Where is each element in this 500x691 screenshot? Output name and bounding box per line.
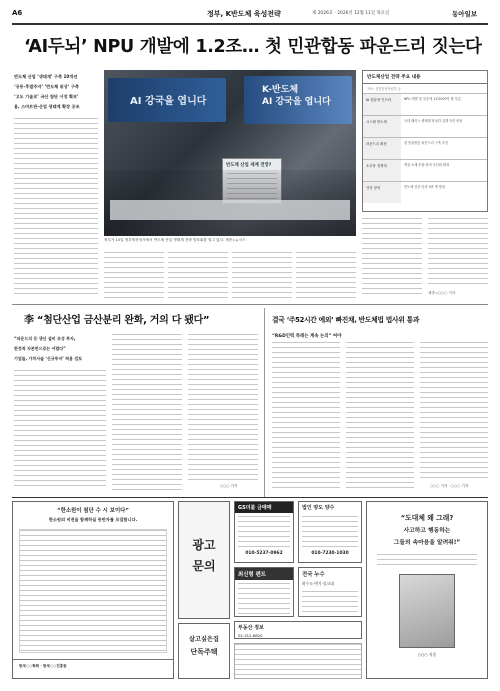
- ad-rule: [12, 497, 488, 498]
- sidebar-row-text: 반도체 전문 인력 5만 명 양성: [404, 185, 445, 189]
- ad10-book-cover: [399, 574, 455, 648]
- ad10-blurb: [377, 554, 477, 568]
- lead-sidebar: [362, 70, 488, 212]
- header-rule: [12, 23, 488, 25]
- lead-body-col-7: [428, 218, 488, 288]
- ad1-title: “한소원이 첨단 수 시 보이다”: [57, 508, 129, 514]
- story2-body-col-2: [112, 334, 182, 490]
- story2-body-col-3: [188, 334, 258, 484]
- lead-sub-3: ‘고도 기술로’ 국산 첨단 시장 확보’: [14, 94, 79, 99]
- section-rule-1: [12, 304, 488, 305]
- sidebar-row-label: 인력 양성: [363, 182, 401, 203]
- ad10-author: ○○○ 지음: [417, 652, 437, 657]
- ad4-phone: 010-7230-1030: [311, 551, 349, 556]
- lead-sub-1: 반도체 산업 ‘생태계’ 구축 10개년: [14, 74, 78, 79]
- story2-pull-1: “파운드리 등 생산 설비 조성 투자,: [14, 336, 76, 341]
- ad10-sub2: 그들의 속마음을 알려줘!”: [393, 540, 461, 546]
- ad-leak[interactable]: [298, 567, 362, 617]
- ad3-body: [238, 516, 290, 548]
- ad2-sub: 문의: [192, 559, 216, 573]
- issue-date: 제 2026호 · 2026년 12월 11일 목요일: [312, 11, 390, 16]
- story3-body-col-3: [420, 342, 488, 482]
- story3-body-col-2: [346, 342, 414, 490]
- sidebar-row: [363, 181, 487, 203]
- ad-realestate[interactable]: [234, 621, 362, 639]
- sidebar-row: [363, 115, 487, 137]
- ad5-title: 최신형 렌트: [235, 568, 293, 580]
- ad1-footer: 한국○○학회 · 한국○○진흥원: [13, 659, 173, 673]
- ad-recruit[interactable]: [12, 501, 174, 679]
- sidebar-row-label: 시스템 반도체: [363, 116, 401, 137]
- photo-text-right: K-반도체 AI 강국을 엽니다: [262, 85, 331, 107]
- lead-body-col-6: [362, 218, 422, 298]
- lead-body-col-3: [168, 252, 228, 298]
- story3-subhead: “R&D인력 특례는 계속 논의” 여야: [272, 334, 342, 339]
- ad-gold[interactable]: [234, 501, 294, 563]
- lead-byline: 세종=○○○ 기자: [428, 291, 456, 295]
- ad7-title: 하수도·변기·싱크대: [302, 581, 334, 586]
- ad10-sub1: 사고하고 행동하는: [403, 528, 451, 534]
- lead-body-col-1: [14, 118, 98, 296]
- sidebar-row-label: 소부장 경쟁력: [363, 160, 401, 181]
- sidebar-row-text: 핵심 소재·부품·장비 국산화 확대: [404, 163, 450, 167]
- sidebar-row-text: NPU 개발 및 실증에 1조2000억 원 투입: [404, 97, 461, 101]
- ad-house[interactable]: [178, 623, 230, 679]
- lead-headline: ‘AI두뇌’ NPU 개발에 1.2조… 첫 민관합동 파운드리 짓는다: [24, 37, 482, 57]
- story3-byline: ○○○ 기자 · ○○○ 기자: [430, 484, 469, 488]
- sidebar-row: [363, 93, 487, 115]
- ad-corp[interactable]: [298, 501, 362, 563]
- story2-headline: 李 “첨단산업 금산분리 완화, 거의 다 됐다”: [24, 315, 210, 326]
- ad6-body: [302, 591, 358, 613]
- lead-photo: [104, 70, 356, 236]
- lead-body-col-2: [104, 252, 164, 298]
- page-number: A6: [12, 9, 23, 17]
- sidebar-title: 반도체산업 전략 주요 내용: [363, 71, 487, 84]
- lead-sub-4: 용, 스마트판·산업 생태계 확장 공조: [14, 104, 80, 109]
- ad3-phone: 010-5237-0962: [245, 551, 283, 556]
- lead-sub-2: ‘공동·후발주자’ ‘반도체 위상’ 구축: [14, 84, 79, 89]
- photo-text-left: AI 강국을 엽니다: [130, 96, 207, 107]
- sidebar-row-text: 국내 팹리스 생태계 육성과 설계 인력 양성: [404, 119, 463, 123]
- ad9-sub: 단독주택: [190, 648, 218, 656]
- sidebar-note: 자료: 산업통상자원부 등: [367, 87, 401, 91]
- ad2-title: 광고: [192, 538, 216, 552]
- photo-table: [110, 200, 350, 220]
- ad9-title: 살고싶은집: [189, 636, 219, 643]
- ad-rent[interactable]: [234, 567, 294, 617]
- sidebar-row-label: 파운드리 확장: [363, 138, 401, 159]
- story2-pull-2: 한정적 자본만으로는 어렵다”: [14, 346, 66, 351]
- ad4-body: [302, 516, 358, 548]
- ad10-title: “도대체 왜 그래?: [400, 514, 454, 522]
- ad8-title: 부동산 정보: [238, 625, 264, 631]
- lead-body-col-5: [296, 252, 356, 298]
- story2-pullquote: [14, 334, 106, 364]
- ad6-title: 전국 누수: [302, 572, 325, 578]
- ad3-title: GS더블 금매매: [235, 502, 293, 513]
- photo-slide-title: 반도체 산업 세계 전망?: [226, 163, 272, 168]
- ad-inquiry[interactable]: [178, 501, 230, 619]
- column-divider: [264, 308, 265, 498]
- paper-name: 동아일보: [452, 10, 478, 18]
- lead-subheads: [14, 72, 100, 112]
- ad1-sub: 한소원의 비전을 함께하실 동반자를 모집합니다.: [48, 517, 138, 522]
- section-title: 정부, K반도체 육성전략: [207, 10, 281, 18]
- ad5-body: [238, 583, 290, 617]
- story2-byline: ○○○ 기자: [220, 484, 238, 488]
- story2-pull-3: 기업들, 가치사슬 ‘신규투자’ 허용 검토: [14, 356, 83, 361]
- sidebar-row: [363, 137, 487, 159]
- ad-book[interactable]: [366, 501, 488, 679]
- ad4-title: 법인 양도 양수: [302, 505, 335, 511]
- page-header: [12, 8, 488, 22]
- lead-photo-caption: 정부가 10일 정부세종청사에서 반도체 산업 생태계 전략 발표회를 열고 있다. 세종=뉴시스: [104, 238, 246, 242]
- sidebar-row-label: AI 컴퓨팅 인프라: [363, 94, 401, 115]
- lead-body-col-4: [232, 252, 292, 298]
- ad1-table: [19, 529, 167, 653]
- ad8-phone: 02-312-8820: [238, 633, 263, 638]
- sidebar-row-text: 첫 민관합동 파운드리 구축 추진: [404, 141, 449, 145]
- sidebar-row: [363, 159, 487, 181]
- story2-body-col-1: [14, 370, 106, 490]
- story3-headline: 결국 ‘주52시간 예외’ 빠진채, 반도체법 법사위 통과: [272, 316, 420, 324]
- ad-classified[interactable]: [234, 643, 362, 679]
- story3-body-col-1: [272, 342, 340, 490]
